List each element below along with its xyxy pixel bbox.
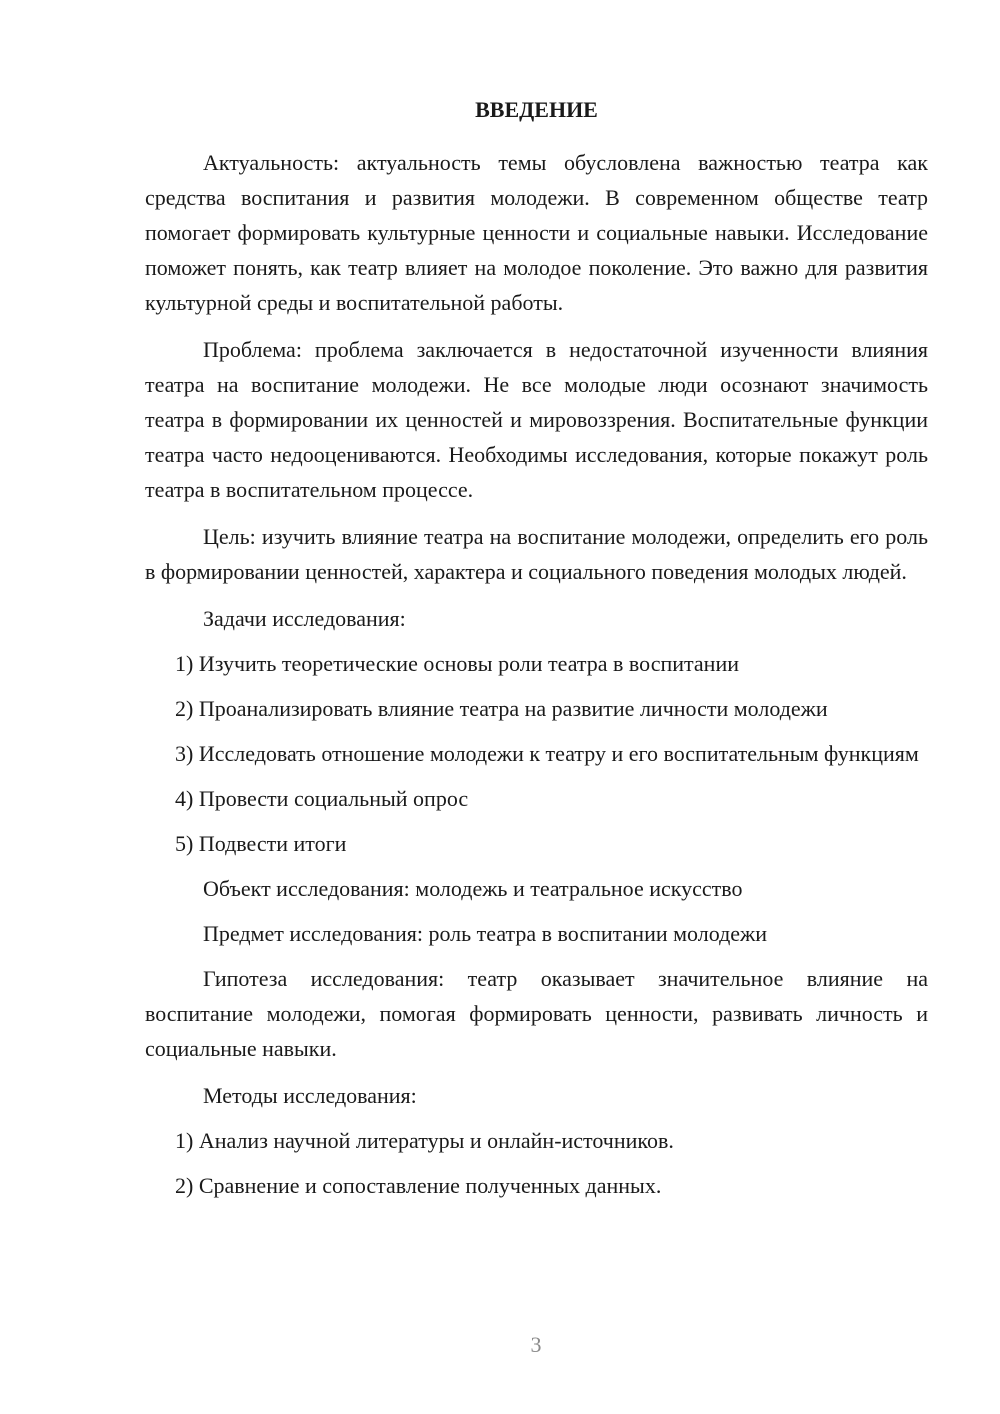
page-number: 3 <box>530 1332 542 1357</box>
list-item: 1) Анализ научной литературы и онлайн-источников. <box>175 1128 674 1153</box>
list-item: 3) Исследовать отношение молодежи к театру и его воспитательным функциям <box>175 741 919 766</box>
methods-list <box>145 1123 928 1203</box>
list-item: 2) Сравнение и сопоставление полученных данных. <box>175 1173 662 1198</box>
goal-paragraph: Цель: изучить влияние театра на воспитание молодежи, определить его роль в формировании ценностей, характера и социального поведения молодых людей. <box>145 524 928 584</box>
tasks-heading: Задачи исследования: <box>203 606 406 631</box>
document-page <box>145 95 928 1213</box>
section-title: ВВЕДЕНИЕ <box>475 97 598 122</box>
list-item: 4) Провести социальный опрос <box>175 786 469 811</box>
relevance-paragraph: Актуальность: актуальность темы обусловлена важностью театра как средства воспитания и развития молодежи. В современном обществе театр помогает формировать культурные ценности и социальные навыки. Исследование поможет понять, как театр влияет на молодое поколение. Это важно для развития культурной среды и воспитательной работы. <box>145 150 928 315</box>
tasks-list <box>145 646 928 861</box>
problem-paragraph: Проблема: проблема заключается в недостаточной изученности влияния театра на воспитание молодежи. Не все молодые люди осознают значимость театра в формировании их ценностей и мировоззрения. Воспитательные функции театра часто недооцениваются. Необходимы исследования, которые покажут роль театра в воспитательном процессе. <box>145 337 928 502</box>
subject-line: Предмет исследования: роль театра в воспитании молодежи <box>203 921 768 946</box>
hypothesis-paragraph: Гипотеза исследования: театр оказывает значительное влияние на воспитание молодежи, помогая формировать ценности, развивать личность и социальные навыки. <box>145 966 928 1061</box>
list-item: 5) Подвести итоги <box>175 831 347 856</box>
methods-heading: Методы исследования: <box>203 1083 417 1108</box>
list-item: 1) Изучить теоретические основы роли театра в воспитании <box>175 651 739 676</box>
list-item: 2) Проанализировать влияние театра на развитие личности молодежи <box>175 696 828 721</box>
object-line: Объект исследования: молодежь и театральное искусство <box>203 876 743 901</box>
